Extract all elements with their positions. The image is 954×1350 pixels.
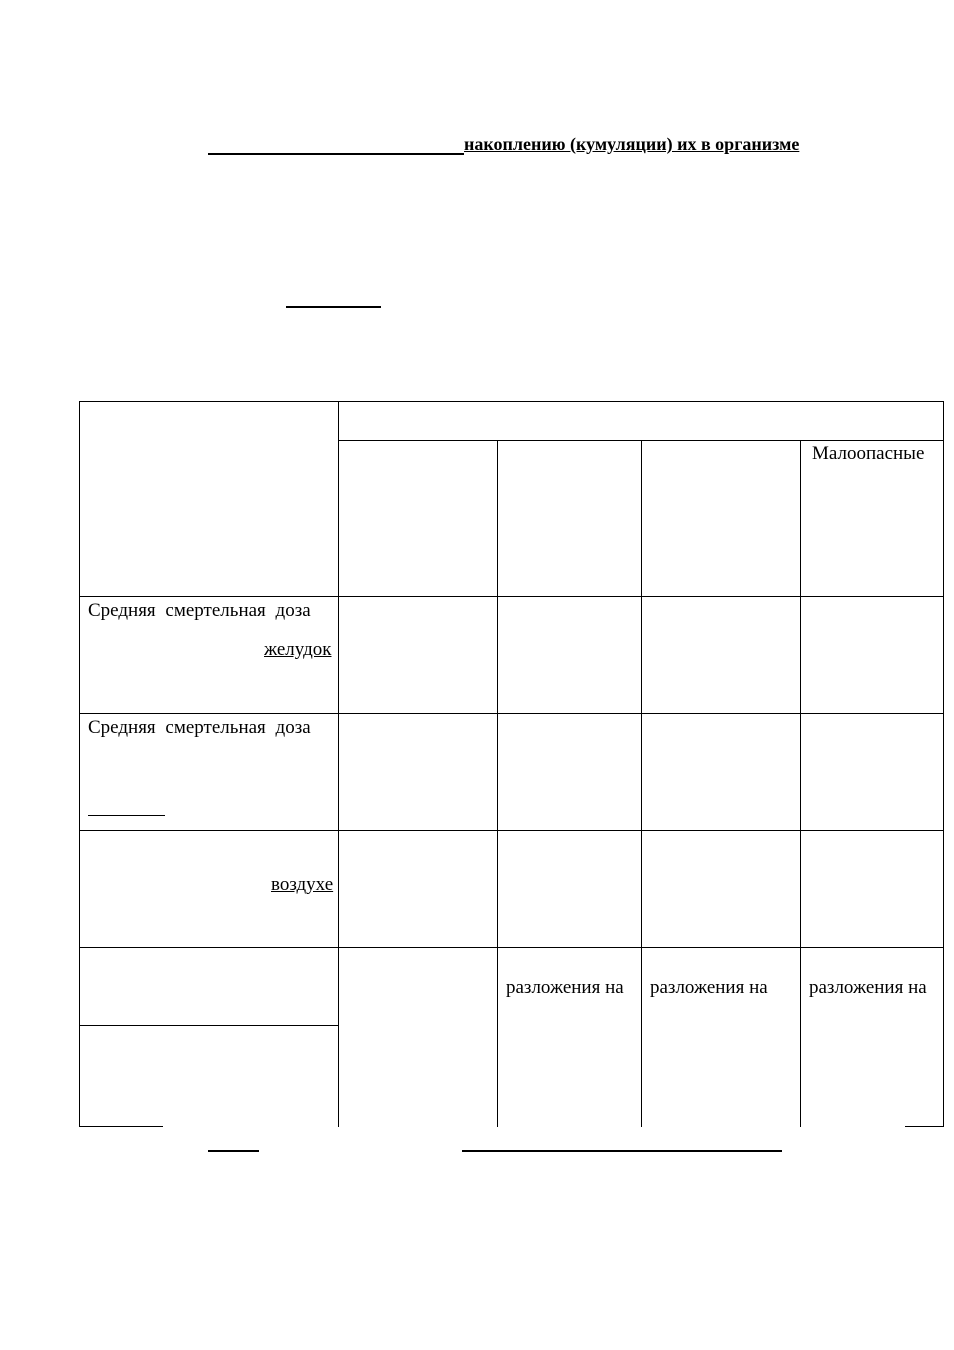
column-divider [497, 440, 498, 1127]
row4-col2-text: разложения на [506, 977, 624, 998]
table-border-bottom [79, 1126, 163, 1127]
row-divider [79, 1025, 338, 1026]
row-divider [79, 596, 944, 597]
row2-blank-rule [88, 815, 165, 816]
footnote-rule-long [462, 1150, 782, 1152]
blank-rule [286, 306, 381, 308]
table-border-top [79, 401, 944, 402]
section-heading: накоплению (кумуляции) их в организме [464, 134, 800, 154]
row1-label-line2: желудок [264, 639, 332, 660]
heading-rule [208, 153, 464, 155]
row-divider [79, 713, 944, 714]
row2-label-line1: Средняя смертельная доза [88, 717, 311, 738]
row1-label-line1: Средняя смертельная доза [88, 600, 311, 621]
footnote-rule-short [208, 1150, 259, 1152]
header-malo-opasnye: Малоопасные [812, 443, 925, 464]
row-divider [79, 947, 944, 948]
row4-col3-text: разложения на [650, 977, 768, 998]
column-divider [641, 440, 642, 1127]
table-border-left [79, 401, 80, 1127]
table-border-bottom [905, 1126, 944, 1127]
table-border-right [943, 401, 944, 1127]
row4-col4-text: разложения на [809, 977, 927, 998]
row-divider [79, 830, 944, 831]
column-divider [800, 440, 801, 1127]
row3-label: воздухе [271, 874, 334, 895]
column-divider [338, 401, 339, 1127]
